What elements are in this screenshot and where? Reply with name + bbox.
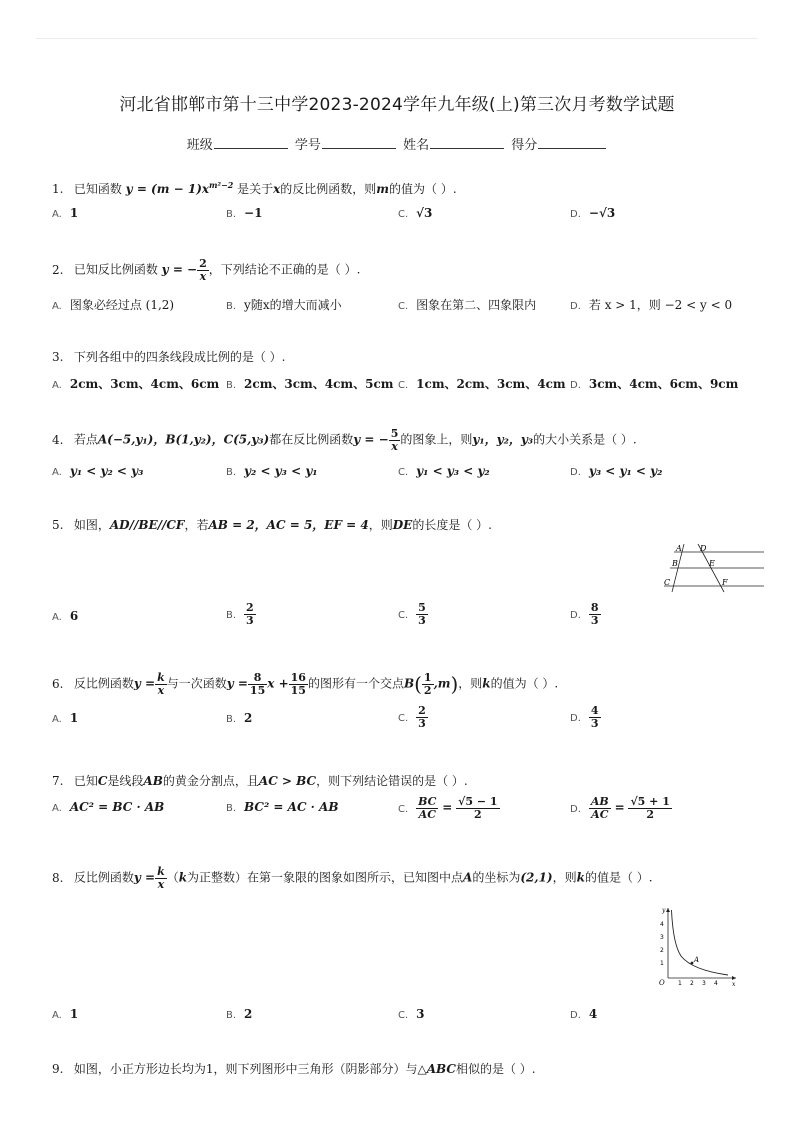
svg-text:2: 2	[690, 980, 694, 987]
svg-text:B: B	[672, 559, 678, 568]
svg-text:3: 3	[702, 980, 706, 987]
svg-text:O: O	[659, 979, 665, 987]
q7-option-d[interactable]: D. $\frac{AB}{AC}$ = $\frac{√5 + 1}{2}$	[570, 795, 670, 821]
q5-option-b[interactable]: B. $\frac{2}{3}$	[226, 601, 254, 627]
q2-option-b[interactable]: B. y随x的增大而减小	[226, 298, 342, 312]
svg-text:4: 4	[714, 980, 718, 987]
q6-option-c[interactable]: C. $\frac{2}{3}$	[398, 704, 426, 730]
q6-option-b[interactable]: B. 2	[226, 711, 253, 725]
q4-option-d[interactable]: D. y₃ < y₁ < y₂	[570, 464, 663, 478]
q3-option-d[interactable]: D. 3cm、4cm、6cm、9cm	[570, 377, 739, 391]
svg-text:1: 1	[660, 960, 664, 967]
q4-option-c[interactable]: C. y₁ < y₃ < y₂	[398, 464, 490, 478]
q8-option-b[interactable]: B. 2	[226, 1007, 253, 1021]
q8-option-a[interactable]: A. 1	[52, 1007, 79, 1021]
question-1: 1. 已知函数 $y = (m - 1)x^{m^2-2}$ 是关于x的反比例函数，则m的值为（ ）.	[52, 180, 457, 196]
name-label: 姓名	[403, 138, 430, 153]
svg-text:2: 2	[660, 947, 664, 954]
q2-option-d[interactable]: D. 若 x > 1，则 −2 < y < 0	[570, 298, 733, 312]
score-blank[interactable]	[538, 136, 606, 149]
question-4: 4. 若点A(−5,y₁)，B(1,y₂)，C(5,y₃)都在反比例函数y = − $\frac{5}{x}$ 的图象上，则y₁，y₂，y₃的大小关系是（ ）.	[52, 427, 637, 453]
q7-option-a[interactable]: A. AC² = BC · AB	[52, 800, 165, 814]
top-rule	[36, 38, 758, 39]
svg-text:E: E	[709, 559, 715, 568]
question-3: 3. 下列各组中的四条线段成比例的是（ ）.	[52, 350, 286, 364]
svg-text:y: y	[662, 907, 666, 914]
class-label: 班级	[186, 138, 213, 153]
name-blank[interactable]	[430, 136, 504, 149]
student-info-line	[0, 134, 794, 153]
fraction: $\frac{2}{x}$	[199, 257, 207, 283]
q1-option-d[interactable]: D. −√3	[570, 206, 616, 220]
svg-text:3: 3	[660, 934, 664, 941]
q6-option-d[interactable]: D. $\frac{4}{3}$	[570, 704, 599, 730]
question-5: 5. 如图，AD//BE//CF，若AB = 2，AC = 5，EF = 4，则DE的长度是（ ）.	[52, 518, 492, 532]
q7-option-b[interactable]: B. BC² = AC · AB	[226, 800, 339, 814]
q1-option-a[interactable]: A. 1	[52, 206, 79, 220]
parallel-lines-figure	[660, 540, 768, 594]
svg-text:4: 4	[660, 921, 664, 928]
student-id-blank[interactable]	[322, 136, 396, 149]
svg-text:1: 1	[678, 980, 682, 987]
q8-option-d[interactable]: D. 4	[570, 1007, 598, 1021]
q1-option-c[interactable]: C. √3	[398, 206, 433, 220]
q4-option-a[interactable]: A. y₁ < y₂ < y₃	[52, 464, 144, 478]
q2-option-c[interactable]: C. 图象在第二、四象限内	[398, 298, 537, 312]
q7-option-c[interactable]: C. $\frac{BC}{AC}$ = $\frac{√5 - 1}{2}$	[398, 795, 498, 821]
student-id-label: 学号	[294, 138, 321, 153]
class-blank[interactable]	[214, 136, 288, 149]
svg-text:D: D	[700, 544, 707, 553]
hyperbola-graph-figure	[648, 904, 740, 988]
q5-option-c[interactable]: C. $\frac{5}{3}$	[398, 601, 426, 627]
question-2: 2. 已知反比例函数 y = − $\frac{2}{x}$ ，下列结论不正确的是（ ）.	[52, 257, 361, 283]
svg-text:x: x	[732, 981, 736, 988]
q1-option-b[interactable]: B. −1	[226, 206, 263, 220]
svg-text:A: A	[676, 544, 682, 553]
question-number: 1.	[52, 182, 64, 196]
q6-option-a[interactable]: A. 1	[52, 711, 79, 725]
q3-option-a[interactable]: A. 2cm、3cm、4cm、6cm	[52, 377, 220, 391]
svg-text:A: A	[694, 956, 700, 964]
q5-option-a[interactable]: A. 6	[52, 609, 79, 623]
question-6: 6. 反比例函数y = $\frac{k}{x}$ 与一次函数y = $\frac{8}{15}$ x + $\frac{16}{15}$ 的图形有一个交点B( $\frac{1}{2}$ ,m)，则k的值为（ ）.	[52, 671, 559, 697]
svg-text:C: C	[664, 578, 671, 587]
svg-text:F: F	[722, 578, 728, 587]
question-8: 8. 反比例函数y = $\frac{k}{x}$ （k为正整数）在第一象限的图象如图所示，已知图中点A的坐标为(2,1)，则k的值是（ ）.	[52, 865, 653, 891]
q5-option-d[interactable]: D. $\frac{8}{3}$	[570, 601, 599, 627]
q3-option-b[interactable]: B. 2cm、3cm、4cm、5cm	[226, 377, 394, 391]
question-9: 9. 如图，小正方形边长均为1，则下列图形中三角形（阴影部分）与△ABC相似的是（ ）.	[52, 1062, 536, 1076]
q2-option-a[interactable]: A. 图象必经过点 (1,2)	[52, 298, 175, 312]
q4-option-b[interactable]: B. y₂ < y₃ < y₁	[226, 464, 318, 478]
page-title: 河北省邯郸市第十三中学2023-2024学年九年级(上)第三次月考数学试题	[119, 95, 675, 115]
question-7: 7. 已知C是线段AB的黄金分割点，且AC > BC，则下列结论错误的是（ ）.	[52, 774, 468, 788]
score-label: 得分	[511, 138, 538, 153]
q8-option-c[interactable]: C. 3	[398, 1007, 425, 1021]
q3-option-c[interactable]: C. 1cm、2cm、3cm、4cm	[398, 377, 566, 391]
